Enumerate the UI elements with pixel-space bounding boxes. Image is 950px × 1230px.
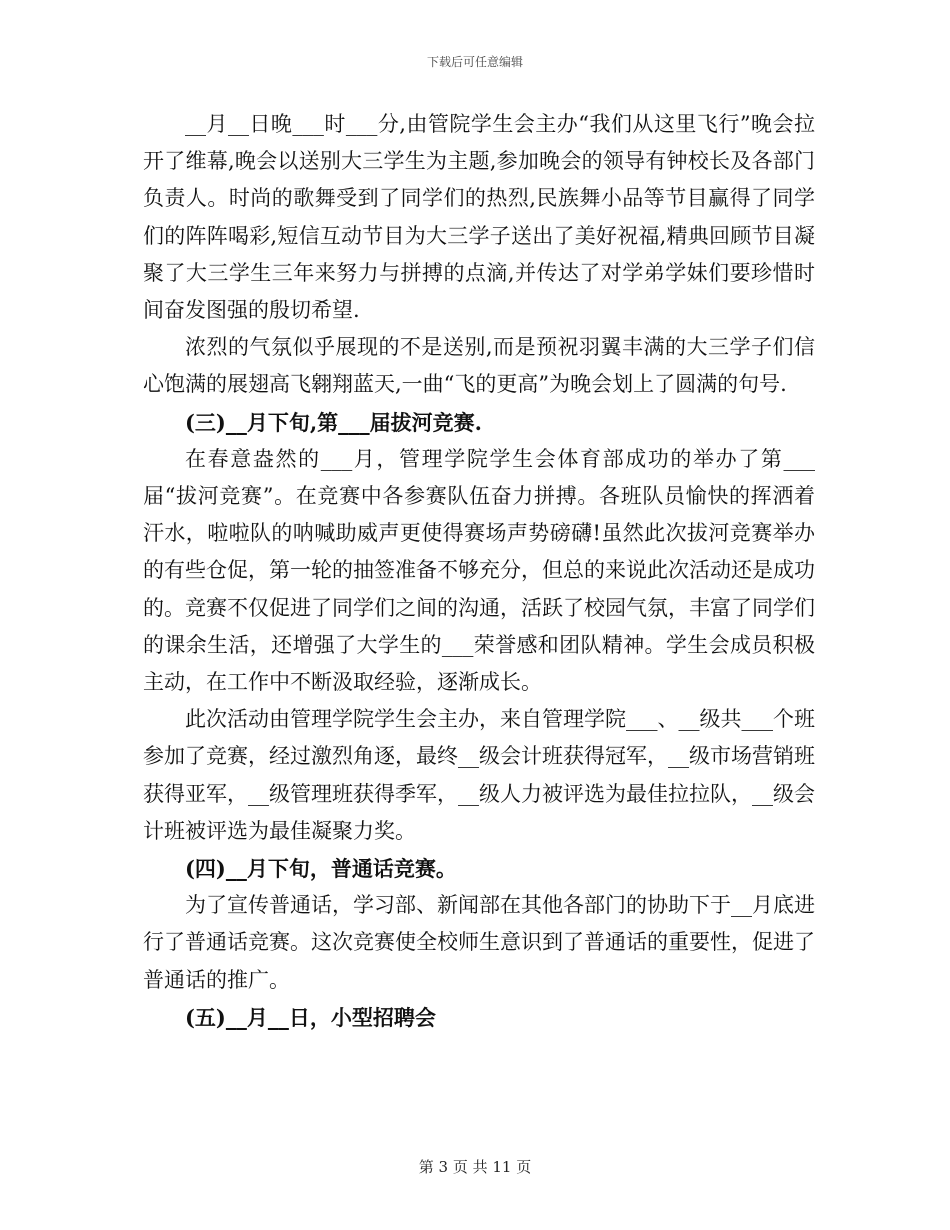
section-heading-tug-of-war: (三)__月下旬,第___届拔河竞赛.: [185, 409, 482, 435]
paragraph-party-closing: 浓烈的气氛似乎展现的不是送别,而是预祝羽翼丰满的大三学子们信心饱满的展翅高飞翱翔蓝天,一曲“飞的更高”为晚会划上了圆满的句号.: [143, 335, 815, 397]
document-body: [143, 106, 815, 1036]
page-header: 下载后可任意编辑: [426, 55, 523, 69]
paragraph-tug-of-war-results: 此次活动由管理学院学生会主办，来自管理学院___、__级共___个班参加了竞赛，经过激烈角逐，最终__级会计班获得冠军，__级市场营销班获得亚军，__级管理班获得季军，__级人力被评选为最佳拉拉队，__级会计班被评选为最佳凝聚力奖。: [143, 707, 815, 843]
paragraph-tug-of-war: 在春意盎然的___月，管理学院学生会体育部成功的举办了第___届“拔河竞赛”。在竞赛中各参赛队伍奋力拼搏。各班队员愉快的挥洒着汗水，啦啦队的呐喊助威声更使得赛场声势磅礴!虽然此次拔河竞赛举办的有些仓促，第一轮的抽签准备不够充分，但总的来说此次活动还是成功的。竞赛不仅促进了同学们之间的沟通，活跃了校园气氛，丰富了同学们的课余生活，还增强了大学生的___荣誉感和团队精神。学生会成员积极主动，在工作中不断汲取经验，逐渐成长。: [143, 446, 815, 695]
paragraph-party: __月__日晚___时___分,由管院学生会主办“我们从这里飞行”晚会拉开了维幕,晚会以送别大三学生为主题,参加晚会的领导有钟校长及各部门负责人。时尚的歌舞受到了同学们的热烈,民族舞小品等节目赢得了同学们的阵阵喝彩,短信互动节目为大三学子送出了美好祝福,精典回顾节目凝聚了大三学生三年来努力与拼搏的点滴,并传达了对学弟学妹们要珍惜时间奋发图强的殷切希望.: [143, 112, 815, 323]
paragraph-mandarin-contest: 为了宣传普通话，学习部、新闻部在其他各部门的协助下于__月底进行了普通话竞赛。这次竞赛使全校师生意识到了普通话的重要性，促进了普通话的推广。: [143, 893, 815, 992]
page-footer: 第 3 页 共 11 页: [418, 1158, 532, 1176]
section-heading-mandarin-contest: (四)__月下旬，普通话竞赛。: [185, 856, 457, 882]
section-heading-job-fair: (五)__月__日，小型招聘会: [185, 1004, 436, 1030]
